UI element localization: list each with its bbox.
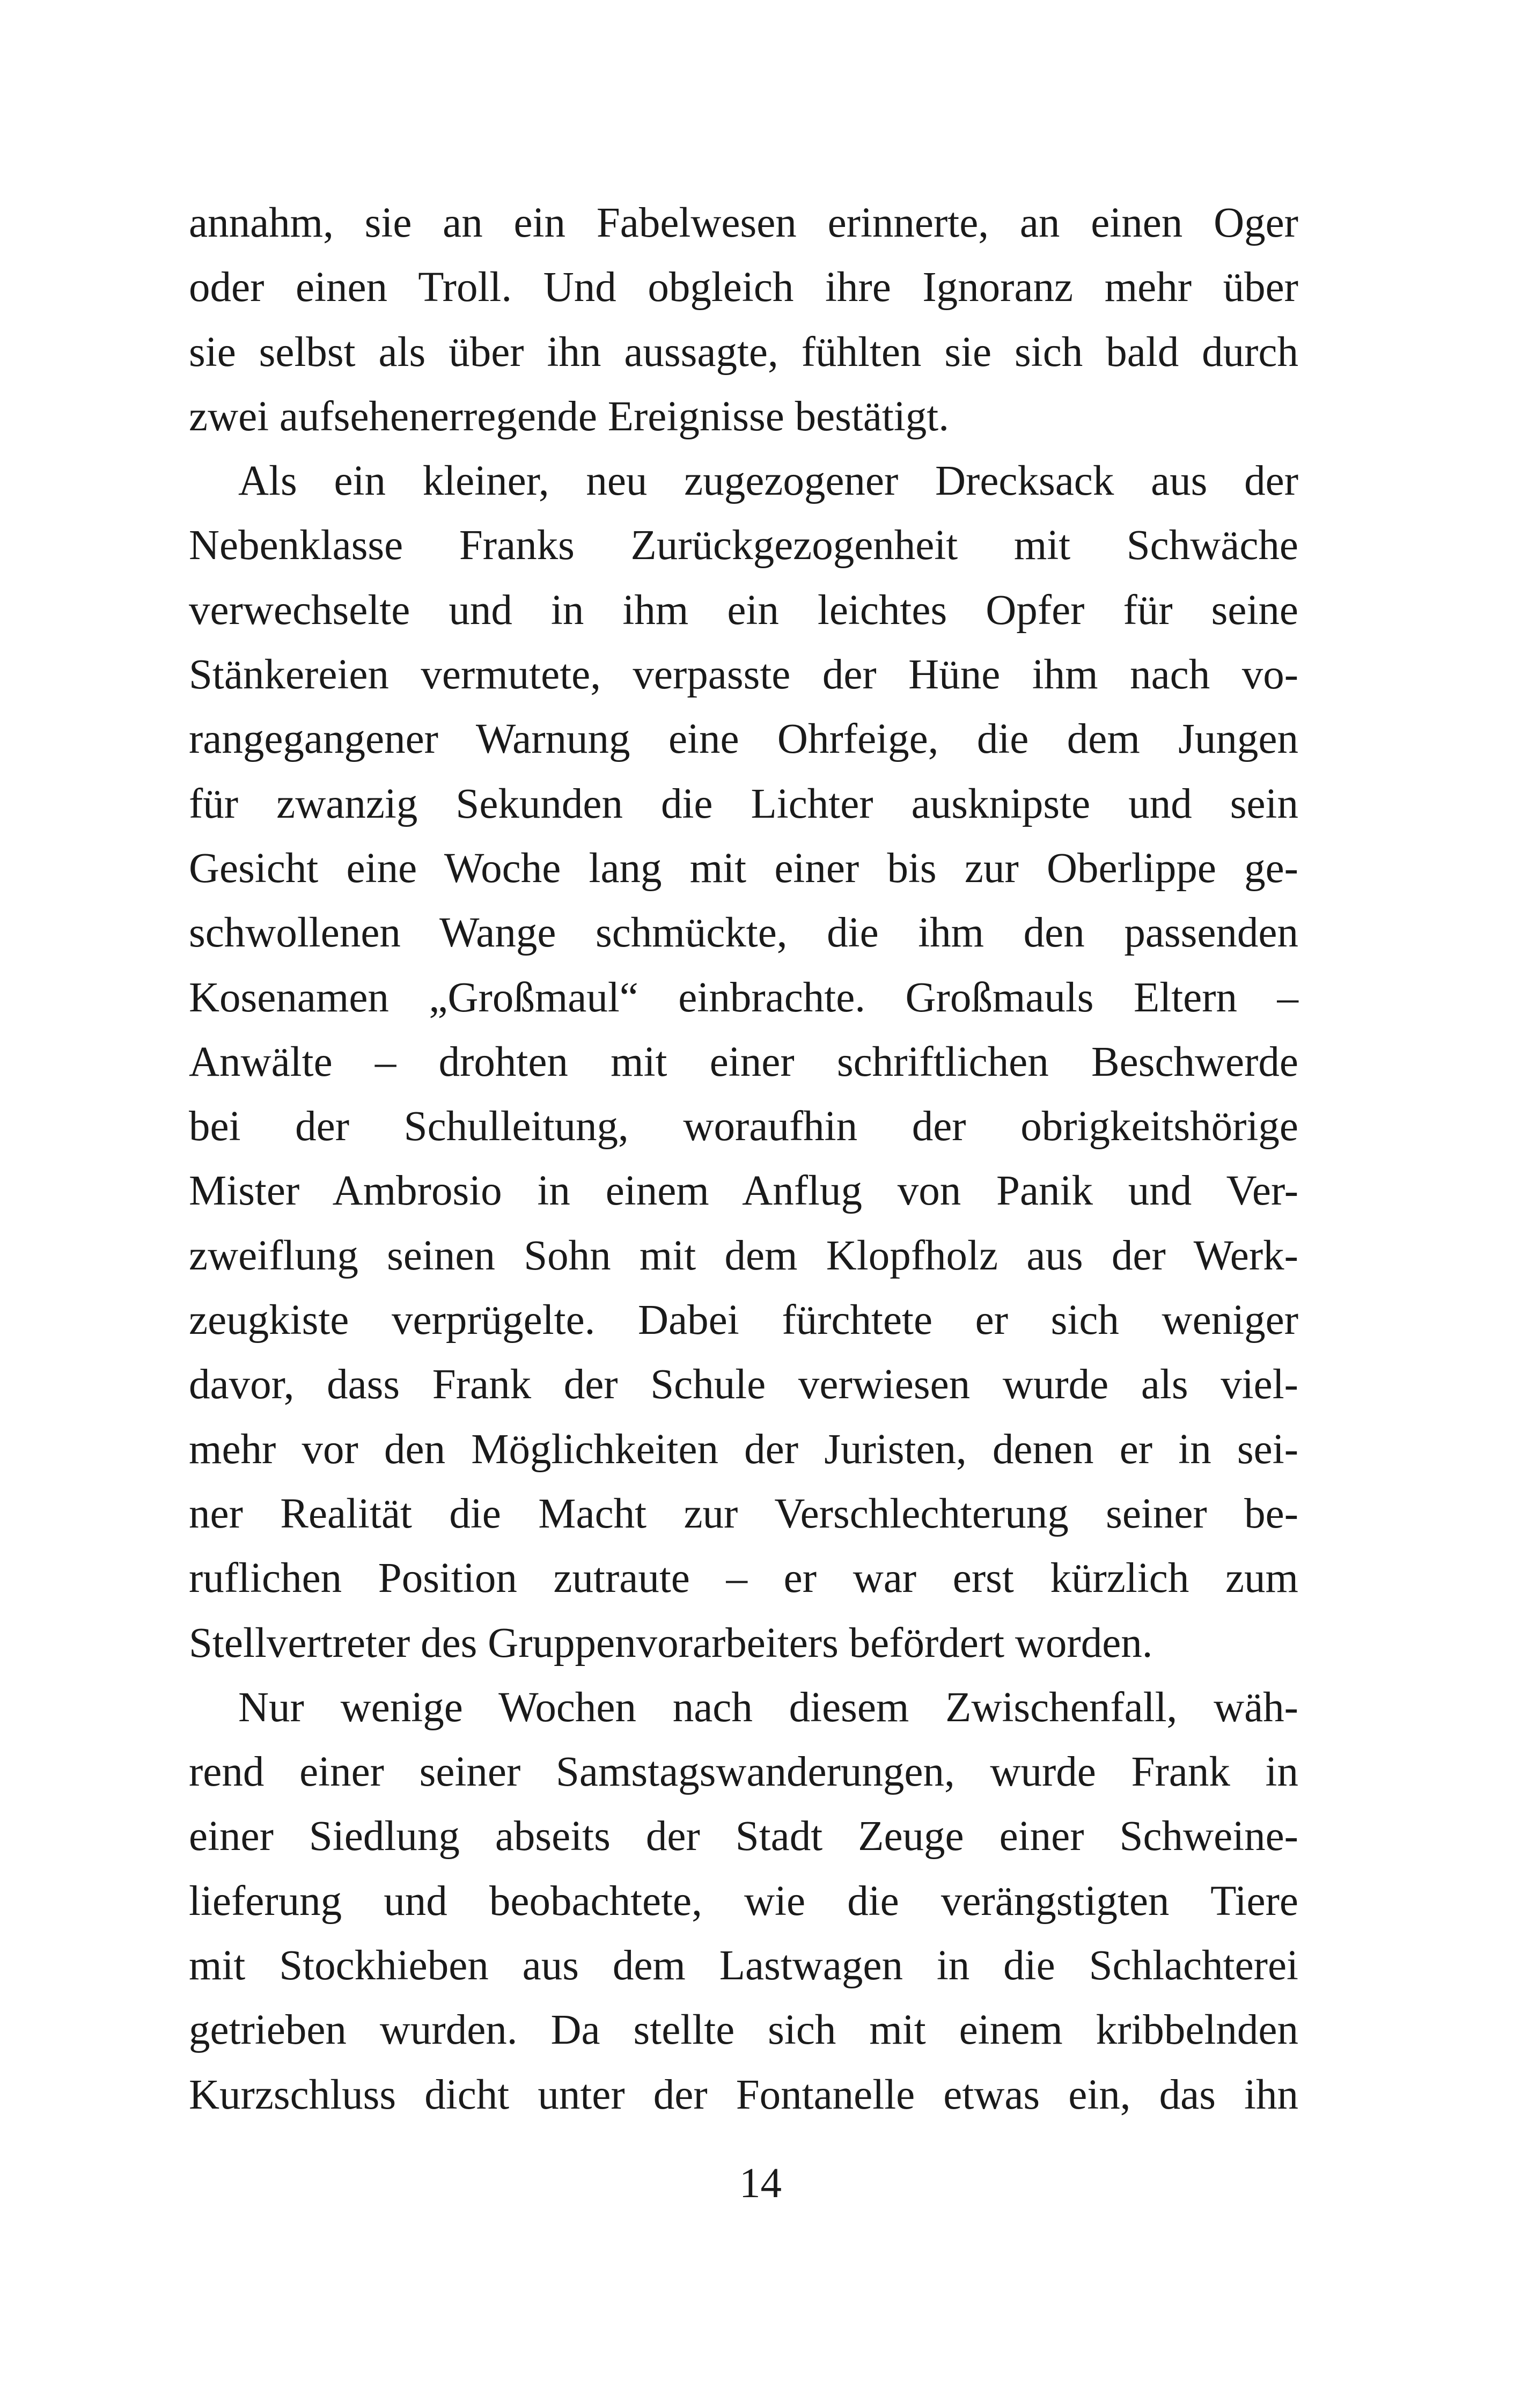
text-line: Stänkereien vermutete, verpasste der Hüne ihm nach vo-: [189, 651, 1298, 699]
paragraph: [189, 449, 1298, 1676]
text-line: verwechselte und in ihm ein leichtes Opfer für seine: [189, 586, 1298, 634]
text-line: einer Siedlung abseits der Stadt Zeuge einer Schweine-: [189, 1813, 1298, 1860]
text-line: mehr vor den Möglichkeiten der Juristen, denen er in sei-: [189, 1426, 1298, 1473]
text-line: Als ein kleiner, neu zugezogener Drecksack aus der: [238, 458, 1298, 505]
text-line: ruflichen Position zutraute – er war erst kürzlich zum: [189, 1555, 1298, 1602]
paragraph: [189, 191, 1298, 449]
text-line: rend einer seiner Samstagswanderungen, wurde Frank in: [189, 1749, 1298, 1796]
text-line: schwollenen Wange schmückte, die ihm den passenden: [189, 909, 1298, 957]
text-line: Nur wenige Wochen nach diesem Zwischenfall, wäh-: [238, 1684, 1298, 1731]
text-line: oder einen Troll. Und obgleich ihre Ignoranz mehr über: [189, 264, 1298, 311]
text-line: Anwälte – drohten mit einer schriftlichen Beschwerde: [189, 1038, 1298, 1085]
text-line: Stellvertreter des Gruppenvorarbeiters befördert worden.: [189, 1619, 1153, 1666]
text-line: Kosenamen „Großmaul“ einbrachte. Großmauls Eltern –: [189, 974, 1298, 1021]
text-line: annahm, sie an ein Fabelwesen erinnerte, an einen Oger: [189, 200, 1298, 246]
text-line: mit Stockhieben aus dem Lastwagen in die Schlachterei: [189, 1942, 1298, 1989]
text-line: zwei aufsehenerregende Ereignisse bestätigt.: [189, 393, 949, 440]
text-line: Nebenklasse Franks Zurückgezogenheit mit Schwäche: [189, 522, 1298, 569]
text-line: Gesicht eine Woche lang mit einer bis zur Oberlippe ge-: [189, 845, 1298, 892]
text-line: davor, dass Frank der Schule verwiesen wurde als viel-: [189, 1361, 1298, 1408]
text-line: getrieben wurden. Da stellte sich mit einem kribbelnden: [189, 2007, 1298, 2054]
text-line: zweiflung seinen Sohn mit dem Klopfholz aus der Werk-: [189, 1232, 1298, 1279]
text-line: bei der Schulleitung, woraufhin der obrigkeitshörige: [189, 1103, 1298, 1150]
page-number: 14: [739, 2160, 782, 2207]
text-line: zeugkiste verprügelte. Dabei fürchtete er sich weniger: [189, 1297, 1298, 1344]
text-line: lieferung und beobachtete, wie die verängstigten Tiere: [189, 1877, 1298, 1925]
text-line: ner Realität die Macht zur Verschlechterung seiner be-: [189, 1490, 1298, 1537]
text-line: rangegangener Warnung eine Ohrfeige, die dem Jungen: [189, 716, 1298, 763]
paragraph: [189, 1676, 1298, 2127]
text-line: sie selbst als über ihn aussagte, fühlten sie sich bald durch: [189, 328, 1298, 376]
body-text: [189, 191, 1298, 2127]
text-line: für zwanzig Sekunden die Lichter ausknipste und sein: [189, 780, 1298, 827]
text-line: Mister Ambrosio in einem Anflug von Panik und Ver-: [189, 1168, 1298, 1215]
text-line: Kurzschluss dicht unter der Fontanelle etwas ein, das ihn: [189, 2071, 1298, 2118]
